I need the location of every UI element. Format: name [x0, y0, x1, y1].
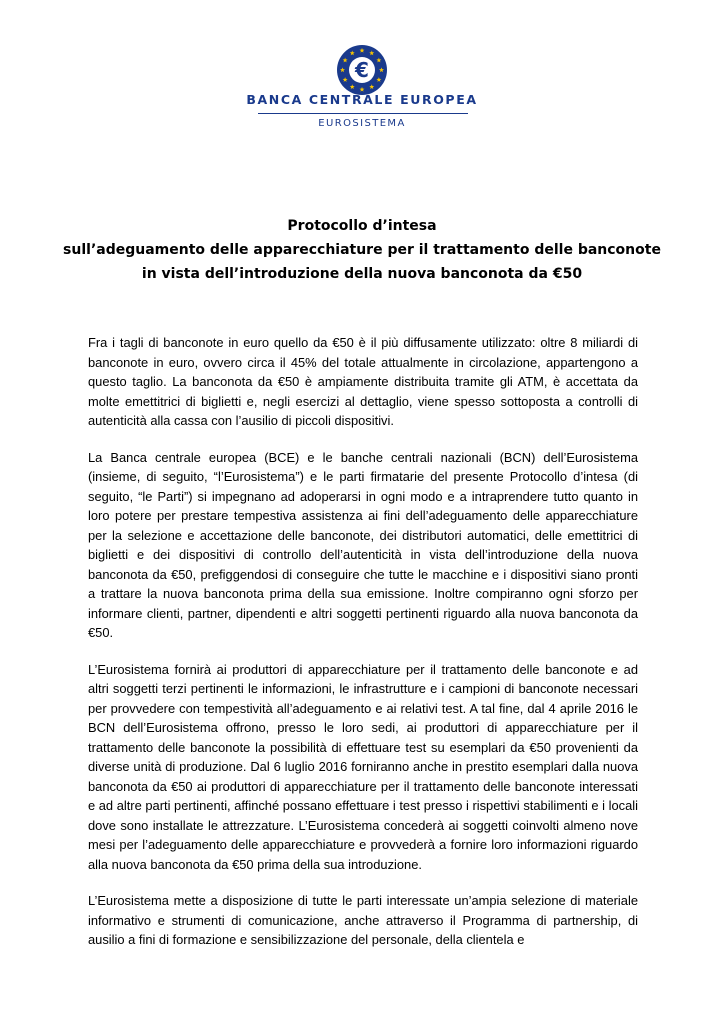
- document-body: [88, 333, 638, 967]
- title-line-1: Protocollo d’intesa: [287, 218, 437, 234]
- org-name: BANCA CENTRALE EUROPEA: [246, 92, 478, 107]
- document-title: [60, 214, 664, 286]
- header-logo: [0, 34, 724, 134]
- svg-text:€: €: [355, 58, 369, 82]
- title-line-2: sull’adeguamento delle apparecchiature per il trattamento delle banconote: [63, 242, 661, 258]
- paragraph: L’Eurosistema mette a disposizione di tutte le parti interessate un’ampia selezione di materiale informativo e strumenti di comunicazione, anche attraverso il Programma di partnership, di ausilio a fini di formazione e sensibilizzazione del personale, della clientela e: [88, 893, 638, 947]
- logo-divider: [258, 113, 468, 114]
- org-subtitle: EUROSISTEMA: [318, 118, 406, 129]
- title-line-3: in vista dell’introduzione della nuova banconota da €50: [141, 266, 583, 282]
- ecb-euro-emblem-icon: [336, 44, 388, 96]
- paragraph: La Banca centrale europea (BCE) e le banche centrali nazionali (BCN) dell’Eurosistema (insieme, di seguito, “l’Eurosistema”) e le parti firmatarie del presente Protocollo d’intesa (di seguito, “le Parti”) si impegnano ad adoperarsi in ogni modo e a intraprendere tutto quanto in loro potere per prestare tempestiva assistenza ai fini dell’adeguamento delle apparecchiature per la selezione e accettazione delle banconote, dei distributori automatici, delle emettitrici di biglietti e dei dispositivi di controllo dell’autenticità in vista dell’introduzione della nuova banconota da €50, prefiggendosi di conseguire che tutte le macchine e i dispositivi siano pronti a trattare la nuova banconota prima della sua emissione. Inoltre compiranno ogni sforzo per informare clienti, partner, dipendenti e altri soggetti pertinenti riguardo alla nuova banconota da €50.: [88, 449, 638, 640]
- paragraph: L’Eurosistema fornirà ai produttori di apparecchiature per il trattamento delle banconote e ad altri soggetti terzi pertinenti le informazioni, le infrastrutture e i campioni di banconote necessari per provvedere con tempestività all’adeguamento e ai relativi test. A tal fine, dal 4 aprile 2016 le BCN dell’Eurosistema offrono, presso le loro sedi, ai produttori di apparecchiature per il trattamento delle banconote la possibilità di effettuare test su esemplari da €50 provenienti da diverse unità di produzione. Dal 6 luglio 2016 forniranno anche in prestito esemplari dalla nuova banconota da €50 ai produttori di apparecchiature per il trattamento delle banconote interessati e ad altre parti pertinenti, affinché possano effettuare i test presso i rispettivi stabilimenti e i locali dove sono installate le attrezzature. L’Eurosistema concederà ai soggetti coinvolti almeno nove mesi per l’adeguamento delle apparecchiature e provvederà a fornire loro informazioni riguardo alla nuova banconota da €50 prima della sua introduzione.: [88, 661, 638, 872]
- paragraph: Fra i tagli di banconote in euro quello da €50 è il più diffusamente utilizzato: oltre 8 miliardi di banconote in euro, ovvero circa il 45% del totale attualmente in circolazione, appartengono a questo taglio. La banconota da €50 è ampiamente distribuita tramite gli ATM, è accettata da molte emettitrici di biglietti e, negli esercizi al dettaglio, viene spesso sottoposta a controlli di autenticità alla cassa con l’ausilio di piccoli dispositivi.: [88, 335, 638, 428]
